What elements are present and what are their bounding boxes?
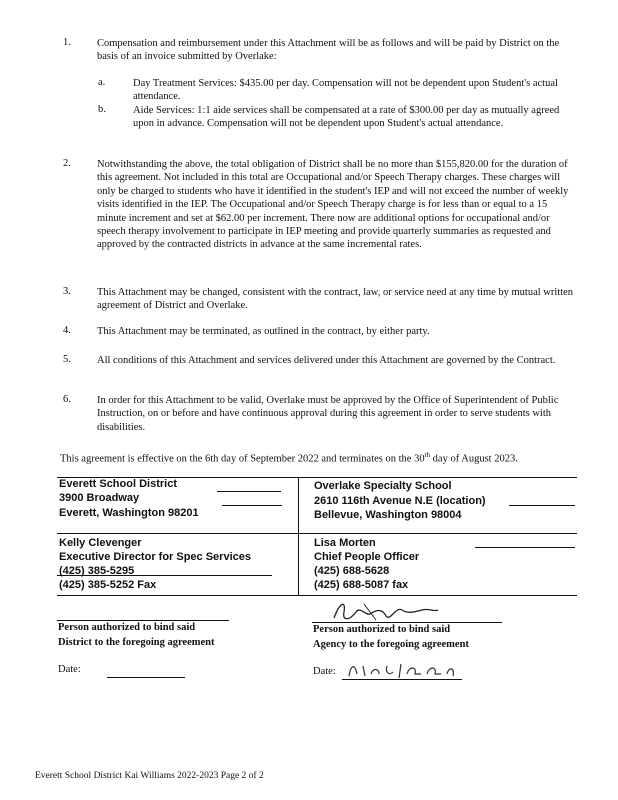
agency-handwritten-date (345, 660, 460, 680)
section-1-text: Compensation and reimbursement under this Attachment will be as follows and will be paid by District on the basis of an invoice submitted by Overlake: (97, 38, 560, 63)
agency-contact-name: Lisa Morten (314, 537, 376, 549)
agency-contact-title: Chief People Officer (314, 551, 420, 563)
section-6-text: In order for this Attachment to be valid, Overlake must be approved by the Office of Superintendent of Public Instruction, on or before and have continuous approval during this agreement in order to serve students with disabilities. (97, 395, 559, 433)
district-phone: (425) 385-5295 (59, 565, 135, 577)
section-1a-text: Day Treatment Services: $435.00 per day. Compensation will not be dependent upon Student's actual attendance. (133, 78, 558, 103)
effective-text-start: This agreement is effective on the 6th day of September 2022 and terminates on the 30 (60, 453, 425, 465)
agency-street: 2610 116th Avenue N.E (location) (314, 495, 486, 507)
section-5-text: All conditions of this Attachment and services delivered under this Attachment are governed by the Contract. (97, 355, 556, 366)
effective-text-end: day of August 2023. (430, 453, 518, 465)
agency-phone: (425) 688-5628 (314, 565, 390, 577)
district-name: Everett School District (59, 478, 177, 490)
district-fax: (425) 385-5252 Fax (59, 579, 157, 591)
district-signature-line (57, 620, 229, 621)
effective-superscript: th (424, 451, 431, 459)
agency-name: Overlake Specialty School (314, 480, 452, 492)
section-4-text: This Attachment may be terminated, as outlined in the contract, by either party. (97, 326, 430, 337)
page-footer: Everett School District Kai Williams 2022-2023 Page 2 of 2 (35, 771, 264, 781)
district-contact-name: Kelly Clevenger (59, 537, 142, 549)
agency-signer-caption-2: Agency to the foregoing agreement (313, 639, 469, 650)
section-1b-label: b. (98, 104, 106, 115)
district-street: 3900 Broadway (59, 492, 140, 504)
section-2-text: Notwithstanding the above, the total obligation of District shall be no more than $155,820.00 for the duration of this agreement. Not included in this total are Occupational and/or Speech Therapy charges. These charges will only be charged to students who have it identified in the student's IEP and will not exceed the number of weekly visits identified in the IEP. The Occupational and/or Speech Therapy charge is for less than or equal to a 15 minute increment and set at $62.00 per increment. There now are additional options for occupational and/or speech therapy involvement to participate in IEP meeting and provide quarterly summaries as requested and approved by the contracted districts in advance at the same incremental rates. (97, 159, 569, 251)
effective-statement (60, 449, 565, 466)
section-1a-label: a. (98, 77, 106, 88)
section-6-number: 6. (63, 394, 71, 405)
agency-fax: (425) 688-5087 fax (314, 579, 409, 591)
district-contact-title: Executive Director for Spec Services (59, 551, 251, 563)
district-signer-caption-2: District to the foregoing agreement (58, 637, 215, 648)
section-4-number: 4. (63, 325, 71, 336)
section-2-number: 2. (63, 158, 71, 169)
agency-date-label: Date: (313, 666, 336, 677)
section-1b-text: Aide Services: 1:1 aide services shall be compensated at a rate of $300.00 per day as mutually agreed upon in advance. Compensation will not be dependent upon Student's actual attendance. (133, 105, 560, 130)
agency-handwritten-signature (330, 598, 440, 626)
section-5-number: 5. (63, 354, 71, 365)
agency-city: Bellevue, Washington 98004 (314, 509, 462, 521)
district-date-label: Date: (58, 664, 81, 675)
agency-signer-caption-1: Person authorized to bind said (313, 624, 451, 635)
section-1-number: 1. (63, 37, 71, 48)
section-3-text: This Attachment may be changed, consistent with the contract, law, or service need at any time by mutual written agreement of District and Overlake. (97, 287, 574, 312)
district-signer-caption-1: Person authorized to bind said (58, 622, 196, 633)
district-city: Everett, Washington 98201 (59, 507, 199, 519)
section-3-number: 3. (63, 286, 71, 297)
district-date-line (107, 677, 185, 678)
